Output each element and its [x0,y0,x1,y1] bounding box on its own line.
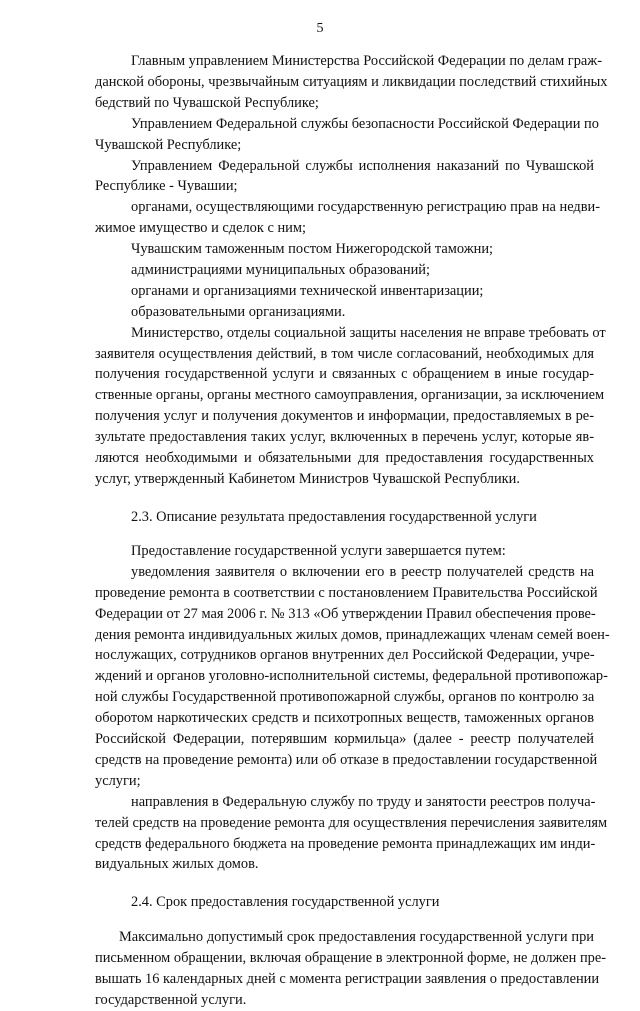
text-line: услуг, утвержденный Кабинетом Министров Чувашской Республики. [95,471,520,487]
text-line: видуальных жилых домов. [95,856,259,872]
text-line: средств федерального бюджета на проведение ремонта принадлежащих им инди- [95,836,596,852]
text-line: Российской Федерации, потерявшим кормильца» (далее - реестр получателей [95,731,594,747]
text-line: вышать 16 календарных дней с момента регистрации заявления о предоставлении [95,971,600,987]
text-line: телей средств на проведение ремонта для осуществления перечисления заявителям [95,815,608,831]
text-line: Министерство, отделы социальной защиты населения не вправе требовать от [131,325,606,341]
text-line: письменном обращении, включая обращение в электронной форме, не должен пре- [95,950,607,966]
text-line: Чувашской Республике; [95,137,242,153]
text-line: жимое имущество и сделок с ним; [95,220,306,236]
text-line: данской обороны, чрезвычайным ситуациям и ликвидации последствий стихийных [95,74,608,90]
text-line: заявителя осуществления действий, в том числе согласований, необходимых для [95,346,594,362]
text-line: Максимально допустимый срок предоставления государственной услуги при [119,929,594,945]
section-heading: 2.3. Описание результата предоставления государственной услуги [131,509,537,525]
text-line: Федерации от 27 мая 2006 г. № 313 «Об утверждении Правил обеспечения прове- [95,606,596,622]
text-line: средств на проведение ремонта) или об отказе в предоставлении государственной [95,752,598,768]
text-line: направления в Федеральную службу по труду и занятости реестров получа- [131,794,596,810]
text-line: ственные органы, органы местного самоуправления, организации, за исключением [95,387,605,403]
text-line: Республике - Чувашии; [95,178,238,194]
text-line: образовательными организациями. [131,304,346,320]
text-line: органами и организациями технической инвентаризации; [131,283,484,299]
text-line: администрациями муниципальных образований; [131,262,430,278]
text-line: уведомления заявителя о включении его в реестр получателей средств на [131,564,594,580]
text-line: оборотом наркотических средств и психотропных веществ, таможенных органов [95,710,594,726]
text-line: Главным управлением Министерства Российской Федерации по делам граж- [131,53,603,69]
text-line: Предоставление государственной услуги завершается путем: [131,543,506,559]
page-number: 5 [316,21,324,36]
text-line: Управлением Федеральной службы безопасности Российской Федерации по [131,116,599,132]
text-line: ждений и органов уголовно-исполнительной системы, федеральной противопожар- [95,668,608,684]
text-line: ляются необходимыми и обязательными для предоставления государственных [95,450,594,466]
text-line: зультате предоставления таких услуг, включенных в перечень услуг, которые яв- [95,429,594,445]
text-line: нослужащих, сотрудников органов внутренних дел Российской Федерации, учре- [95,647,595,663]
text-line: услуги; [95,773,141,789]
text-line: бедствий по Чувашской Республике; [95,95,319,111]
text-line: получения государственной услуги и связанных с обращением в иные государ- [95,366,594,382]
text-line: проведение ремонта в соответствии с постановлением Правительства Российской [95,585,598,601]
text-line: государственной услуги. [95,992,247,1008]
text-line: Чувашским таможенным постом Нижегородской таможни; [131,241,494,257]
text-line: Управлением Федеральной службы исполнения наказаний по Чувашской [131,158,594,174]
text-line: органами, осуществляющими государственную регистрацию прав на недви- [131,199,601,215]
text-line: получения услуг и получения документов и информации, предоставляемых в ре- [95,408,594,424]
text-line: ной службы Государственной противопожарной службы, органов по контролю за [95,689,595,705]
text-line: дения ремонта индивидуальных жилых домов, принадлежащих членам семей воен- [95,627,610,643]
section-heading: 2.4. Срок предоставления государственной услуги [131,894,440,910]
